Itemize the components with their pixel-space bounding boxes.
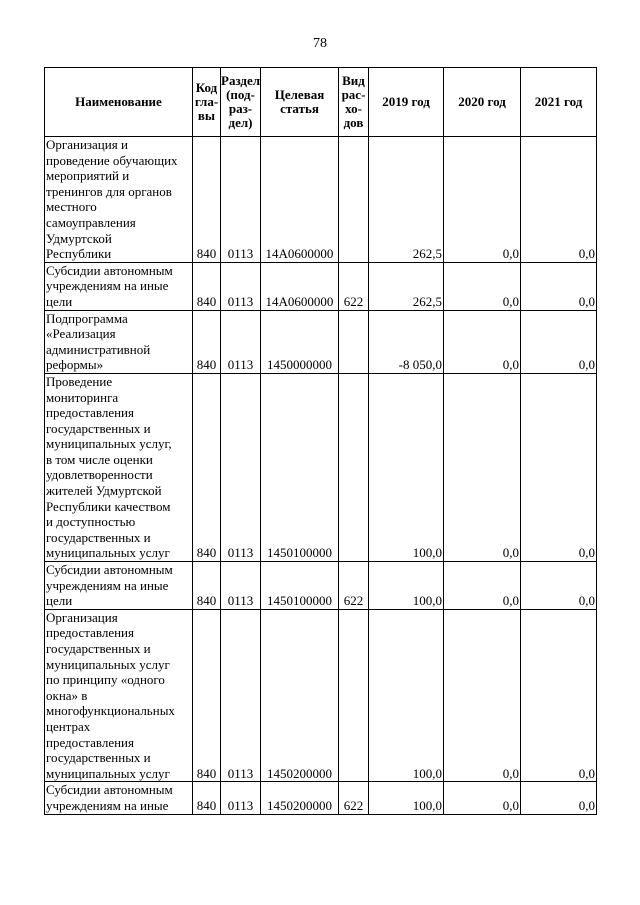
row-2020: 0,0 bbox=[444, 782, 521, 814]
budget-table bbox=[44, 67, 597, 815]
row-2020: 0,0 bbox=[444, 310, 521, 373]
row-2021: 0,0 bbox=[521, 562, 597, 610]
row-2019: -8 050,0 bbox=[369, 310, 444, 373]
row-2021: 0,0 bbox=[521, 373, 597, 561]
row-vid bbox=[339, 137, 369, 263]
row-celevaya: 1450000000 bbox=[261, 310, 339, 373]
row-name-line: самоуправления bbox=[46, 214, 136, 230]
row-vid: 622 bbox=[339, 782, 369, 814]
table-body bbox=[45, 137, 597, 815]
row-name-line: мониторинга bbox=[46, 389, 119, 405]
row-2021: 0,0 bbox=[521, 310, 597, 373]
table-row bbox=[45, 310, 597, 373]
row-name bbox=[45, 262, 193, 310]
row-celevaya: 1450200000 bbox=[261, 609, 339, 782]
page-number: 78 bbox=[313, 36, 327, 51]
table-row bbox=[45, 782, 597, 814]
header-2019: 2019 год bbox=[369, 68, 444, 137]
row-name-line: и доступностью bbox=[46, 514, 136, 530]
row-2020: 0,0 bbox=[444, 562, 521, 610]
row-celevaya: 1450100000 bbox=[261, 562, 339, 610]
row-name-line: по принципу «одного bbox=[46, 672, 165, 688]
header-vid: Вид рас- хо- дов bbox=[339, 68, 369, 137]
header-2021: 2021 год bbox=[521, 68, 597, 137]
row-name-line: Организация bbox=[46, 609, 118, 625]
row-name-line: государственных и bbox=[46, 750, 151, 766]
row-vid bbox=[339, 609, 369, 782]
row-2020: 0,0 bbox=[444, 137, 521, 263]
row-name-line: Удмуртской bbox=[46, 230, 112, 246]
row-name-line: государственных и bbox=[46, 529, 151, 545]
row-name bbox=[45, 310, 193, 373]
row-name-line: Субсидии автономным bbox=[46, 562, 173, 578]
row-name-line: цели bbox=[46, 293, 73, 309]
table-row bbox=[45, 262, 597, 310]
row-name-line: в том числе оценки bbox=[46, 451, 153, 467]
row-2021: 0,0 bbox=[521, 262, 597, 310]
row-name-line: муниципальных услуг, bbox=[46, 436, 172, 452]
row-name-line: «Реализация bbox=[46, 326, 116, 342]
row-celevaya: 1450100000 bbox=[261, 373, 339, 561]
row-name bbox=[45, 373, 193, 561]
row-name-line: учреждениям на иные bbox=[46, 278, 169, 294]
row-celevaya: 14А0600000 bbox=[261, 262, 339, 310]
row-2019: 100,0 bbox=[369, 562, 444, 610]
row-name bbox=[45, 562, 193, 610]
header-kod: Код гла- вы bbox=[193, 68, 221, 137]
row-2021: 0,0 bbox=[521, 137, 597, 263]
row-2019: 262,5 bbox=[369, 137, 444, 263]
row-name-line: административной bbox=[46, 341, 151, 357]
header-2020: 2020 год bbox=[444, 68, 521, 137]
row-kod: 840 bbox=[193, 310, 221, 373]
row-razdel: 0113 bbox=[221, 310, 261, 373]
row-name-line: центрах bbox=[46, 718, 91, 734]
row-name-line: учреждениям на иные bbox=[46, 577, 169, 593]
row-name-line: Республики качеством bbox=[46, 498, 171, 514]
row-vid: 622 bbox=[339, 262, 369, 310]
row-celevaya: 1450200000 bbox=[261, 782, 339, 814]
row-kod: 840 bbox=[193, 373, 221, 561]
row-name bbox=[45, 782, 193, 814]
row-name-line: жителей Удмуртской bbox=[46, 483, 162, 499]
row-name bbox=[45, 609, 193, 782]
row-razdel: 0113 bbox=[221, 782, 261, 814]
row-name-line: учреждениям на иные bbox=[46, 797, 169, 813]
header-celevaya: Целевая статья bbox=[261, 68, 339, 137]
row-2020: 0,0 bbox=[444, 373, 521, 561]
row-name-line: реформы» bbox=[46, 357, 104, 373]
row-kod: 840 bbox=[193, 609, 221, 782]
row-name-line: предоставления bbox=[46, 625, 134, 641]
row-vid bbox=[339, 310, 369, 373]
row-2021: 0,0 bbox=[521, 609, 597, 782]
row-razdel: 0113 bbox=[221, 373, 261, 561]
row-name-line: удовлетворенности bbox=[46, 467, 153, 483]
row-name-line: муниципальных услуг bbox=[46, 545, 170, 561]
row-name-line: Субсидии автономным bbox=[46, 262, 173, 278]
row-name-line: муниципальных услуг bbox=[46, 765, 170, 781]
row-kod: 840 bbox=[193, 562, 221, 610]
row-name-line: государственных и bbox=[46, 420, 151, 436]
row-vid: 622 bbox=[339, 562, 369, 610]
row-name-line: Республики bbox=[46, 246, 112, 262]
table-row bbox=[45, 137, 597, 263]
row-razdel: 0113 bbox=[221, 609, 261, 782]
row-razdel: 0113 bbox=[221, 562, 261, 610]
row-name-line: муниципальных услуг bbox=[46, 656, 170, 672]
row-kod: 840 bbox=[193, 782, 221, 814]
row-kod: 840 bbox=[193, 137, 221, 263]
row-celevaya: 14А0600000 bbox=[261, 137, 339, 263]
row-2019: 100,0 bbox=[369, 609, 444, 782]
row-name-line: цели bbox=[46, 593, 73, 609]
table-row bbox=[45, 562, 597, 610]
row-name bbox=[45, 137, 193, 263]
row-name-line: многофункциональных bbox=[46, 703, 175, 719]
row-name-line: проведение обучающих bbox=[46, 152, 178, 168]
row-kod: 840 bbox=[193, 262, 221, 310]
row-name-line: Организация и bbox=[46, 137, 128, 152]
row-name-line: тренингов для органов bbox=[46, 183, 172, 199]
row-2019: 100,0 bbox=[369, 782, 444, 814]
row-name-line: Субсидии автономным bbox=[46, 782, 173, 798]
header-name: Наименование bbox=[45, 68, 193, 137]
row-vid bbox=[339, 373, 369, 561]
header-razdel: Раздел (под- раз- дел) bbox=[221, 68, 261, 137]
row-razdel: 0113 bbox=[221, 262, 261, 310]
row-2019: 100,0 bbox=[369, 373, 444, 561]
row-name-line: окна» в bbox=[46, 687, 88, 703]
row-2020: 0,0 bbox=[444, 609, 521, 782]
table-header-row bbox=[45, 68, 597, 137]
table-row bbox=[45, 373, 597, 561]
row-2019: 262,5 bbox=[369, 262, 444, 310]
row-2020: 0,0 bbox=[444, 262, 521, 310]
row-name-line: местного bbox=[46, 199, 97, 215]
row-name-line: мероприятий и bbox=[46, 168, 130, 184]
row-name-line: государственных и bbox=[46, 641, 151, 656]
row-name-line: предоставления bbox=[46, 734, 134, 750]
row-name-line: предоставления bbox=[46, 405, 134, 421]
row-razdel: 0113 bbox=[221, 137, 261, 263]
row-name-line: Проведение bbox=[46, 373, 113, 389]
row-2021: 0,0 bbox=[521, 782, 597, 814]
row-name-line: Подпрограмма bbox=[46, 310, 128, 326]
table-row bbox=[45, 609, 597, 782]
